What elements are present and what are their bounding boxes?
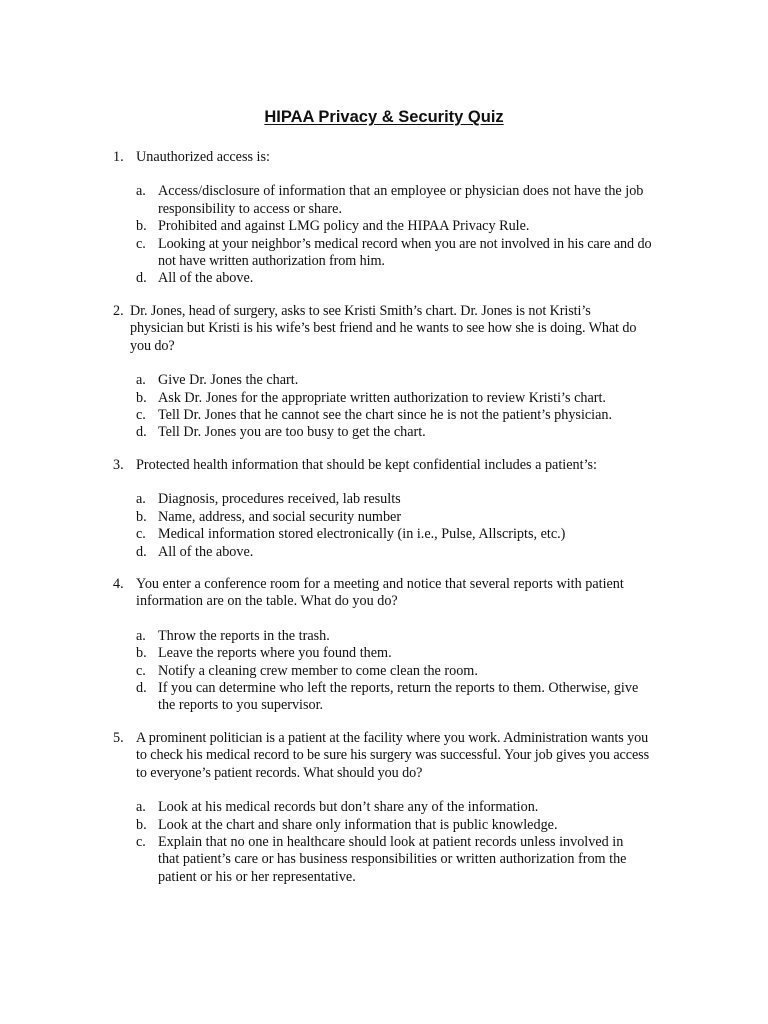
option-letter: d. xyxy=(136,270,147,287)
option-letter: a. xyxy=(136,627,146,644)
question-number: 3. xyxy=(113,457,124,473)
option-text: Ask Dr. Jones for the appropriate written authorization to review Kristi’s chart. xyxy=(158,389,606,406)
option-letter: d. xyxy=(136,543,147,560)
answer-option xyxy=(136,544,656,561)
answer-option xyxy=(136,645,656,662)
page-title: HIPAA Privacy & Security Quiz xyxy=(264,108,504,126)
option-text: Look at his medical records but don’t share any of the information. xyxy=(158,799,539,816)
option-text: Notify a cleaning crew member to come clean the room. xyxy=(158,662,478,679)
question-number: 4. xyxy=(113,576,124,592)
question-number: 5. xyxy=(113,730,124,746)
question-stem xyxy=(113,457,653,474)
option-text: Give Dr. Jones the chart. xyxy=(158,372,299,389)
option-letter: a. xyxy=(136,799,146,816)
option-letter: d. xyxy=(136,680,147,697)
answer-option xyxy=(136,663,656,680)
question-stem xyxy=(113,730,653,782)
question-text: A prominent politician is a patient at the facility where you work. Administration wants you to check his medical record to be sure his surgery was successful. Your job gives you access to everyone’s patient records. What should you do? xyxy=(136,730,649,781)
question-text: Protected health information that should be kept confidential includes a patient’s: xyxy=(136,457,597,473)
answer-option xyxy=(136,372,656,389)
question-5 xyxy=(0,730,768,886)
option-letter: d. xyxy=(136,424,147,441)
option-letter: b. xyxy=(136,816,147,833)
answer-option xyxy=(136,407,656,424)
question-text: You enter a conference room for a meeting and notice that several reports with patient information are on the table. What do you do? xyxy=(136,576,624,610)
option-text: All of the above. xyxy=(158,270,254,287)
answer-option xyxy=(136,834,656,886)
option-text: Diagnosis, procedures received, lab results xyxy=(158,491,401,508)
option-letter: b. xyxy=(136,508,147,525)
option-letter: c. xyxy=(136,834,146,851)
option-text: Tell Dr. Jones you are too busy to get the chart. xyxy=(158,424,426,441)
answer-options xyxy=(0,628,768,715)
option-letter: b. xyxy=(136,389,147,406)
option-text: Throw the reports in the trash. xyxy=(158,627,330,644)
answer-option xyxy=(136,526,656,543)
answer-option xyxy=(136,509,656,526)
option-text: Medical information stored electronically (in i.e., Pulse, Allscripts, etc.) xyxy=(158,526,566,543)
question-4 xyxy=(0,576,768,715)
option-text: Looking at your neighbor’s medical record when you are not involved in his care and do not have written authorization from him. xyxy=(158,235,652,270)
answer-option xyxy=(136,799,656,816)
option-letter: a. xyxy=(136,372,146,389)
answer-option xyxy=(136,817,656,834)
question-stem xyxy=(113,149,653,166)
option-letter: c. xyxy=(136,662,146,679)
answer-option xyxy=(136,390,656,407)
answer-options xyxy=(0,183,768,287)
answer-option xyxy=(136,424,656,441)
option-letter: c. xyxy=(136,407,146,424)
option-letter: c. xyxy=(136,526,146,543)
question-stem xyxy=(113,576,653,611)
question-number: 1. xyxy=(113,149,124,165)
answer-option xyxy=(136,183,656,218)
option-text: Name, address, and social security number xyxy=(158,508,402,525)
answer-option xyxy=(136,680,656,715)
question-number: 2. xyxy=(113,303,124,319)
answer-option xyxy=(136,628,656,645)
answer-option xyxy=(136,236,656,271)
option-text: If you can determine who left the reports, return the reports to them. Otherwise, give the reports to you supervisor. xyxy=(158,680,639,714)
option-letter: a. xyxy=(136,183,146,200)
answer-options xyxy=(0,799,768,886)
option-letter: b. xyxy=(136,218,147,235)
option-letter: a. xyxy=(136,491,146,508)
question-2 xyxy=(0,303,768,442)
option-letter: b. xyxy=(136,645,147,662)
option-text: Explain that no one in healthcare should look at patient records unless involved in that patient’s care or has business responsibilities or written authorization from the patient or his or her representative. xyxy=(158,834,627,885)
answer-options xyxy=(0,372,768,442)
question-1 xyxy=(0,149,768,288)
answer-options xyxy=(0,491,768,561)
option-text: All of the above. xyxy=(158,543,254,560)
option-text: Tell Dr. Jones that he cannot see the chart since he is not the patient’s physician. xyxy=(158,407,613,424)
option-text: Prohibited and against LMG policy and the HIPAA Privacy Rule. xyxy=(158,218,530,235)
option-text: Access/disclosure of information that an employee or physician does not have the job responsibility to access or share. xyxy=(158,183,644,217)
question-stem xyxy=(113,303,653,355)
question-text: Unauthorized access is: xyxy=(136,149,270,165)
answer-option xyxy=(136,270,656,287)
answer-option xyxy=(136,218,656,235)
option-text: Look at the chart and share only information that is public knowledge. xyxy=(158,816,558,833)
option-text: Leave the reports where you found them. xyxy=(158,645,392,662)
question-text: Dr. Jones, head of surgery, asks to see Kristi Smith’s chart. Dr. Jones is not Kristi’s physician but Kristi is his wife’s best friend and he wants to see how she is doing. What do you do? xyxy=(130,303,637,354)
question-3 xyxy=(0,457,768,561)
answer-option xyxy=(136,491,656,508)
option-letter: c. xyxy=(136,235,146,252)
